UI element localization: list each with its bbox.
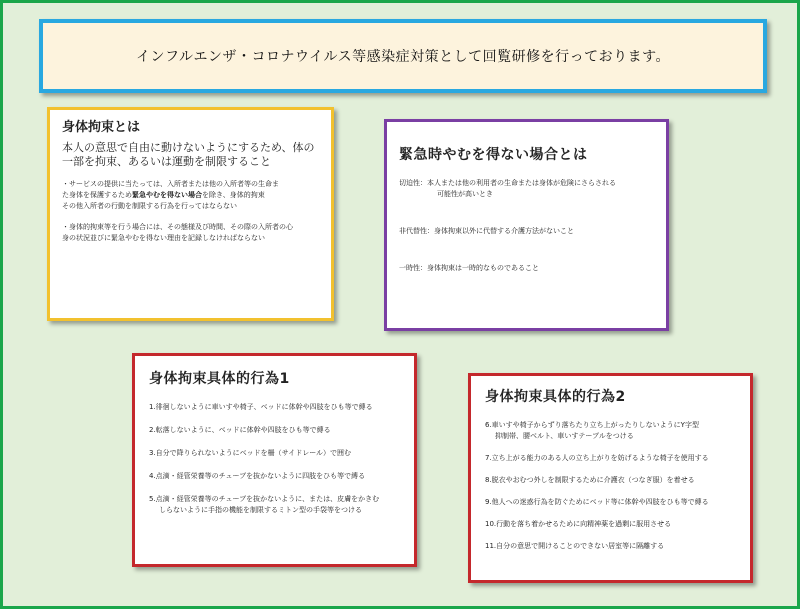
- list-item: 8.脱衣やおむつ外しを制限するために介護衣（つなぎ服）を着せる: [485, 476, 695, 484]
- list-item: 3.自分で降りられないようにベッドを柵（サイドレール）で囲む: [149, 449, 352, 457]
- condition-urgency: [399, 178, 654, 200]
- note-text: ・身体的拘束等を行う場合には、その態様及び時間、その際の入所者の心: [62, 223, 293, 231]
- list-item-text: 6.車いすや椅子からずり落ちたり立ち上がったりしないようにY字型: [485, 421, 699, 429]
- card-title: 身体拘束具体的行為2: [485, 389, 626, 405]
- note-text: ・サービスの提供に当たっては、入所者または他の入所者等の生命ま: [62, 180, 279, 188]
- list-item-text: 抑制帯、腰ベルト、車いすテーブルをつける: [495, 432, 634, 440]
- card-emergency-conditions: [384, 119, 669, 331]
- list-item-text: 5.点滴・経管栄養等のチューブを抜かないように、または、皮膚をかきむ: [149, 495, 380, 503]
- condition-temporariness: 一時性：身体拘束は一時的なものであること: [399, 264, 539, 272]
- condition-text: 可能性が高いとき: [437, 190, 493, 198]
- acts-list: [485, 420, 736, 552]
- list-item: 7.立ち上がる能力のある人の立ち上がりを妨げるような椅子を使用する: [485, 454, 709, 462]
- emphasis-text: 緊急やむを得ない場合: [132, 191, 202, 199]
- list-item: [149, 494, 400, 516]
- note-text: その他入所者の行動を制限する行為を行ってはならない: [62, 202, 237, 210]
- note-paragraph-2: [62, 222, 319, 244]
- card-title: 身体拘束具体的行為1: [149, 371, 290, 387]
- card-restraint-acts-1: [132, 353, 417, 567]
- definition-text: 本人の意思で自由に動けないようにするため、体の一部を拘束、あるいは運動を制限すること: [62, 141, 315, 168]
- card-restraint-definition: [47, 107, 334, 321]
- card-title: 緊急時やむを得ない場合とは: [399, 147, 588, 163]
- note-text: を除き、身体的拘束: [202, 191, 265, 199]
- note-paragraph-1: [62, 179, 319, 212]
- condition-irreplaceability: 非代替性：身体拘束以外に代替する介護方法がないこと: [399, 227, 574, 235]
- banner: [39, 19, 767, 93]
- banner-text: インフルエンザ・コロナウイルス等感染症対策として回覧研修を行っております。: [136, 49, 670, 65]
- list-item: 1.徘徊しないように車いすや椅子、ベッドに体幹や四肢をひも等で縛る: [149, 403, 373, 411]
- list-item: 9.他人への迷惑行為を防ぐためにベッド等に体幹や四肢をひも等で縛る: [485, 498, 709, 506]
- card-title: 身体拘束とは: [62, 120, 141, 135]
- condition-text: 切迫性：本人または他の利用者の生命または身体が危険にさらされる: [399, 179, 616, 187]
- card-restraint-acts-2: [468, 373, 753, 583]
- list-item: 10.行動を落ち着かせるために向精神薬を過剰に服用させる: [485, 520, 672, 528]
- list-item: 4.点滴・経管栄養等のチューブを抜かないように四肢をひも等で縛る: [149, 472, 366, 480]
- acts-list: [149, 402, 400, 516]
- list-item: [485, 420, 736, 442]
- list-item: 2.転落しないように、ベッドに体幹や四肢をひも等で縛る: [149, 426, 331, 434]
- note-text: 身の状況並びに緊急やむを得ない理由を記録しなければならない: [62, 234, 265, 242]
- list-item: 11.自分の意思で開けることのできない居室等に隔離する: [485, 542, 665, 550]
- note-text: た身体を保護するため: [62, 191, 132, 199]
- list-item-text: しらないように手指の機能を制限するミトン型の手袋等をつける: [159, 506, 362, 514]
